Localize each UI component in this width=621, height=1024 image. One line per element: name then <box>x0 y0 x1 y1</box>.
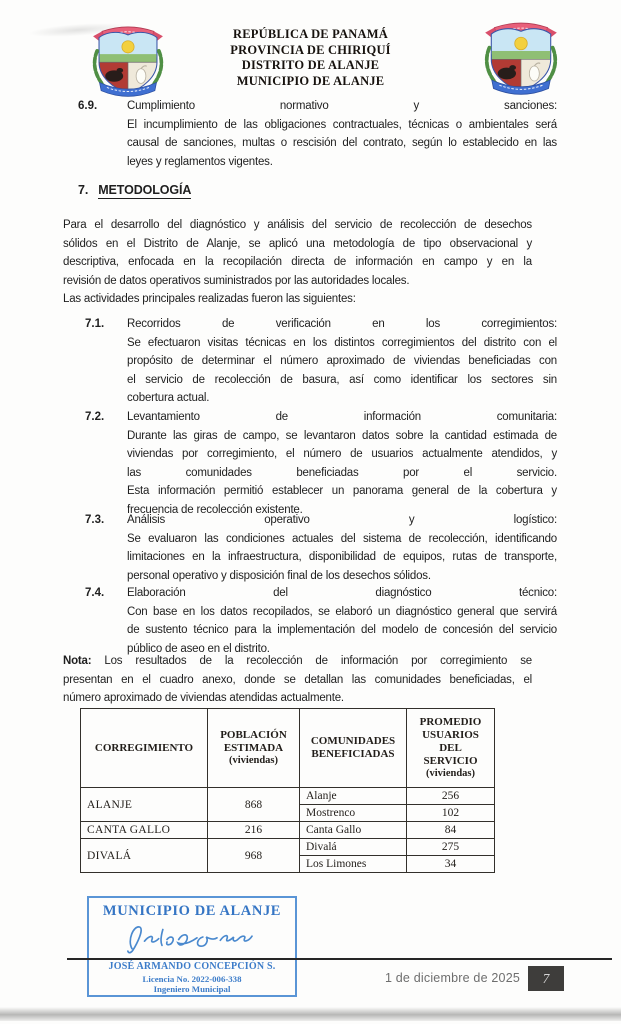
header-subtext: (viviendas) <box>425 768 475 779</box>
text-line: frecuencia de recolección existente. <box>127 503 303 516</box>
section-number: 7. <box>78 183 89 197</box>
signatory-role: Ingeniero Municipal <box>153 984 231 994</box>
text-line: Cumplimiento normativo y sanciones: <box>127 100 557 112</box>
methodology-intro-paragraph <box>63 216 532 290</box>
table-header-cell <box>81 709 208 788</box>
table-cell: CANTA GALLO <box>81 822 208 839</box>
footer-rule <box>67 958 612 960</box>
text-line: Levantamiento de información comunitaria: <box>127 411 557 423</box>
handwritten-signature <box>117 916 267 958</box>
text-line: presentan en el cuadro anexo, donde se detallan las comunidades beneficiadas, el <box>63 673 532 686</box>
clause-number: 6.9. <box>78 100 98 112</box>
item-body <box>127 511 557 585</box>
text-line: personal operativo y disposición final de los desechos sólidos. <box>127 569 431 582</box>
item-body <box>127 408 557 519</box>
text-line: público de aseo en el distrito. <box>127 642 270 655</box>
header-text: POBLACIÓN ESTIMADA <box>220 729 287 754</box>
municipal-coat-of-arms-right <box>477 16 565 96</box>
signatory-license: Licencia No. 2022-006-338 <box>142 974 242 984</box>
text-line: Recorridos de verificación en los corregimientos: <box>127 318 557 330</box>
table-cell: 968 <box>208 839 300 873</box>
section-title: METODOLOGÍA <box>98 183 192 197</box>
document-letterhead <box>170 27 451 89</box>
table-cell: 256 <box>407 788 495 805</box>
corregimientos-table <box>80 708 495 873</box>
text-line: sólidos en el Distrito de Alanje, se aplicó una metodología de tipo observacional y <box>63 237 532 250</box>
text-line: Se efectuaron visitas técnicas en los distintos corregimientos del distrito con el <box>127 336 557 349</box>
text-line: descriptiva, enfocada en la recopilación directa de información en campo y en la <box>63 256 532 268</box>
letterhead-line-district: DISTRITO DE ALANJE <box>241 58 380 72</box>
text-line: Se evaluaron las condiciones actuales del sistema de recolección, identificando <box>127 532 557 545</box>
table-cell: DIVALÁ <box>81 839 208 873</box>
stamp-title: MUNICIPIO DE ALANJE <box>102 903 282 919</box>
table-cell: 34 <box>407 856 495 873</box>
text-line: Nota: Los resultados de la recolección de información por corregimiento se <box>63 655 532 667</box>
table-header-cell <box>407 709 495 788</box>
text-line: Análisis operativo y logístico: <box>127 514 557 526</box>
text-line: propósito de determinar el número aproximado de viviendas beneficiadas con <box>127 355 557 367</box>
letterhead-line-municipality: MUNICIPIO DE ALANJE <box>236 73 385 88</box>
letterhead-line-province: PROVINCIA DE CHIRIQUÍ <box>230 42 391 57</box>
table-cell: ALANJE <box>81 788 208 822</box>
text-line: viviendas por corregimiento, el número de usuarios actualmente atendidos, y <box>127 448 557 460</box>
text-line: de sustento técnico para la implementación del modelo de concesión del servicio <box>127 624 557 636</box>
municipal-coat-of-arms-left <box>86 20 170 98</box>
table-cell: Alanje <box>300 788 407 805</box>
table-cell: 275 <box>407 839 495 856</box>
text-line: Para el desarrollo del diagnóstico y análisis del servicio de recolección de desechos <box>63 219 532 231</box>
table-row <box>81 822 495 839</box>
text-line: limitaciones en la infraestructura, disponibilidad de equipos, rutas de transporte, <box>127 551 557 563</box>
text-line: El incumplimiento de las obligaciones contractuales, técnicas o ambientales será <box>127 118 557 131</box>
table-cell: Canta Gallo <box>300 822 407 839</box>
text-line: leyes y reglamentos vigentes. <box>127 155 273 168</box>
table-row <box>81 788 495 805</box>
table-cell: 84 <box>407 822 495 839</box>
letterhead-line-republic: REPÚBLICA DE PANAMÁ <box>233 27 388 41</box>
table-header-cell <box>208 709 300 788</box>
text-line: número aproximado de viviendas atendidas actualmente. <box>63 692 344 704</box>
section-7-heading <box>78 183 191 197</box>
item-body <box>127 315 557 408</box>
municipal-stamp <box>87 896 297 997</box>
scan-edge-shadow <box>0 1007 621 1021</box>
item-number: 7.3. <box>85 514 105 526</box>
header-subtext: (viviendas) <box>228 755 278 766</box>
text-line: Esta información permitió establecer un panorama general de la cobertura y <box>127 485 557 497</box>
bold-label: Nota: <box>63 655 105 667</box>
table-cell: Los Limones <box>300 856 407 873</box>
page-number-badge: 7 <box>528 966 564 991</box>
corregimientos-table-wrapper <box>80 708 495 873</box>
text-line: cobertura actual. <box>127 392 210 404</box>
item-body <box>127 584 557 658</box>
text-line: las comunidades beneficiadas por el servicio. <box>127 466 557 479</box>
item-number: 7.4. <box>85 587 105 599</box>
table-row <box>81 839 495 856</box>
activities-lead-paragraph <box>63 290 532 309</box>
table-cell: Mostrenco <box>300 805 407 822</box>
item-number: 7.1. <box>85 318 105 330</box>
note-paragraph <box>63 652 532 708</box>
footer-date: 1 de diciembre de 2025 <box>384 971 520 985</box>
text-line: Durante las giras de campo, se levantaron datos sobre la cantidad estimada de <box>127 429 557 442</box>
text-line: revisión de datos operativos suministrados por las autoridades locales. <box>63 274 410 287</box>
table-header-cell <box>300 709 407 788</box>
header-text: CORREGIMIENTO <box>94 741 194 754</box>
table-cell: Divalá <box>300 839 407 856</box>
text-line: Las actividades principales realizadas fueron las siguientes: <box>63 293 356 305</box>
item-number: 7.2. <box>85 411 105 423</box>
table-cell: 868 <box>208 788 300 822</box>
text-line: el servicio de recolección de basura, así como identificar los sectores sin <box>127 373 557 386</box>
text-line: Con base en los datos recopilados, se elaboró un diagnóstico general que servirá <box>127 605 557 618</box>
table-cell: 102 <box>407 805 495 822</box>
header-text: COMUNIDADES BENEFICIADAS <box>310 735 396 760</box>
table-cell: 216 <box>208 822 300 839</box>
signatory-name: JOSÉ ARMANDO CONCEPCIÓN S. <box>108 961 276 972</box>
header-text: PROMEDIO USUARIOS DEL SERVICIO <box>419 716 482 767</box>
text-line: causal de sanciones, multas o rescisión del contrato, según lo establecido en las <box>127 137 557 149</box>
text-line: Elaboración del diagnóstico técnico: <box>127 587 557 599</box>
clause-body <box>127 97 557 171</box>
